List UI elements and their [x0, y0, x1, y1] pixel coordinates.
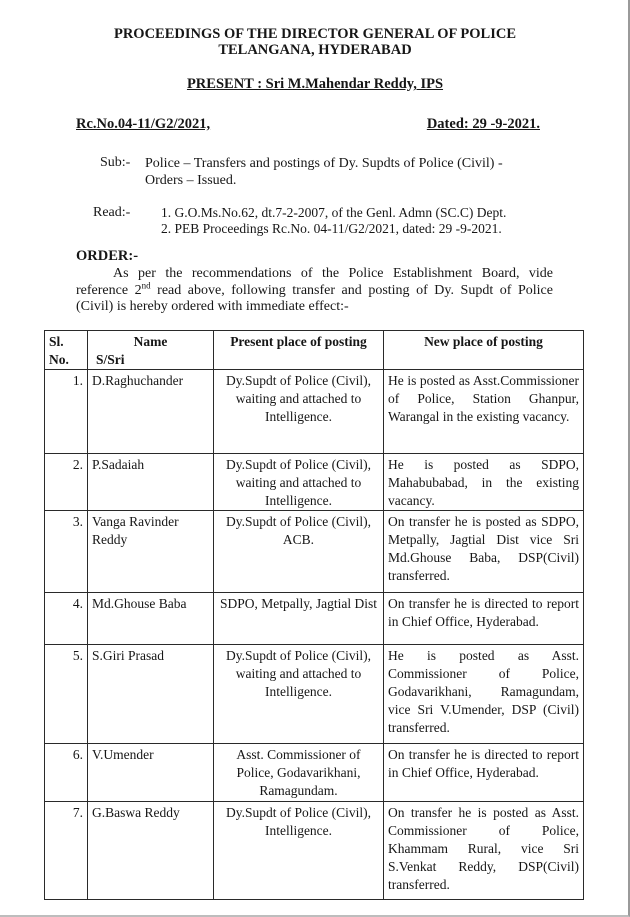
cell-new-posting: On transfer he is posted as Asst. Commissioner of Police, Khammam Rural, vice Sri S.Venkat Reddy, DSP(Civil) transferred. — [384, 802, 584, 900]
cell-new-posting: He is posted as Asst. Commissioner of Police, Godavarikhani, Ramagundam, vice Sri V.Umender, DSP (Civil) transferred. — [384, 645, 584, 744]
cell-name: G.Baswa Reddy — [88, 802, 214, 900]
document-title: PROCEEDINGS OF THE DIRECTOR GENERAL OF POLICE — [113, 26, 517, 42]
cell-name: Md.Ghouse Baba — [88, 593, 214, 645]
present-line: PRESENT : Sri M.Mahendar Reddy, IPS — [186, 76, 444, 92]
header-name-line: S/Sri — [96, 352, 125, 367]
order-paragraph — [76, 266, 553, 316]
cell-sl-no: 5. — [45, 645, 88, 744]
table-row — [45, 802, 584, 900]
read-item: 2. PEB Proceedings Rc.No. 04-11/G2/2021, dated: 29 -9-2021. — [161, 221, 502, 236]
postings-table — [44, 330, 584, 900]
cell-name: P.Sadaiah — [88, 454, 214, 511]
cell-name: Vanga Ravinder Reddy — [88, 511, 214, 593]
reference-number: Rc.No.04-11/G2/2021, — [76, 116, 211, 132]
order-text-part: read above, following transfer and posting of Dy. Supdt of Police (Civil) is hereby ordered with immediate effect:- — [76, 282, 553, 314]
cell-sl-no: 6. — [45, 744, 88, 802]
cell-new-posting: He is posted as SDPO, Mahabubabad, in the existing vacancy. — [384, 454, 584, 511]
table-row — [45, 511, 584, 593]
cell-sl-no: 3. — [45, 511, 88, 593]
order-text-part: As per the recommendations of the Police Establishment Board, vide reference 2 — [76, 266, 553, 298]
table-row — [45, 744, 584, 802]
header-name-line: Name — [133, 334, 168, 349]
header-sl-line: Sl. — [49, 334, 64, 349]
cell-present-posting: Dy.Supdt of Police (Civil), waiting and attached to Intelligence. — [214, 454, 384, 511]
cell-present-posting: Dy.Supdt of Police (Civil), waiting and attached to Intelligence. — [214, 370, 384, 454]
cell-present-posting: Dy.Supdt of Police (Civil), ACB. — [214, 511, 384, 593]
order-heading: ORDER:- — [76, 248, 139, 264]
cell-sl-no: 1. — [45, 370, 88, 454]
document-subtitle: TELANGANA, HYDERABAD — [218, 42, 412, 58]
cell-new-posting: On transfer he is posted as SDPO, Metpally, Jagtial Dist vice Sri Md.Ghouse Baba, DSP(Civil) transferred. — [384, 511, 584, 593]
cell-sl-no: 7. — [45, 802, 88, 900]
header-present-posting: Present place of posting — [214, 331, 384, 370]
cell-present-posting: SDPO, Metpally, Jagtial Dist — [214, 593, 384, 645]
header-name — [88, 331, 214, 370]
header-sl-no — [45, 331, 88, 370]
cell-new-posting: On transfer he is directed to report in Chief Office, Hyderabad. — [384, 744, 584, 802]
table-row — [45, 593, 584, 645]
header-sl-line: No. — [49, 352, 69, 367]
cell-name: S.Giri Prasad — [88, 645, 214, 744]
cell-sl-no: 4. — [45, 593, 88, 645]
header-new-posting: New place of posting — [384, 331, 584, 370]
reference-date: Dated: 29 -9-2021. — [426, 116, 540, 132]
table-header-row — [45, 331, 584, 370]
read-label: Read:- — [93, 205, 131, 220]
subject-text: Police – Transfers and postings of Dy. Supdts of Police (Civil) - Orders – Issued. — [145, 156, 503, 188]
cell-present-posting: Asst. Commissioner of Police, Godavarikhani, Ramagundam. — [214, 744, 384, 802]
read-item: 1. G.O.Ms.No.62, dt.7-2-2007, of the Genl. Admn (SC.C) Dept. — [161, 205, 507, 220]
read-list — [161, 205, 506, 237]
cell-new-posting: He is posted as Asst.Commissioner of Police, Station Ghanpur, Warangal in the existing vacancy. — [384, 370, 584, 454]
order-text-superscript: nd — [141, 279, 151, 290]
cell-sl-no: 2. — [45, 454, 88, 511]
cell-present-posting: Dy.Supdt of Police (Civil), Intelligence. — [214, 802, 384, 900]
cell-name: V.Umender — [88, 744, 214, 802]
table-row — [45, 454, 584, 511]
cell-new-posting: On transfer he is directed to report in Chief Office, Hyderabad. — [384, 593, 584, 645]
table-row — [45, 370, 584, 454]
table-row — [45, 645, 584, 744]
cell-present-posting: Dy.Supdt of Police (Civil), waiting and attached to Intelligence. — [214, 645, 384, 744]
subject-label: Sub:- — [100, 155, 131, 170]
cell-name: D.Raghuchander — [88, 370, 214, 454]
